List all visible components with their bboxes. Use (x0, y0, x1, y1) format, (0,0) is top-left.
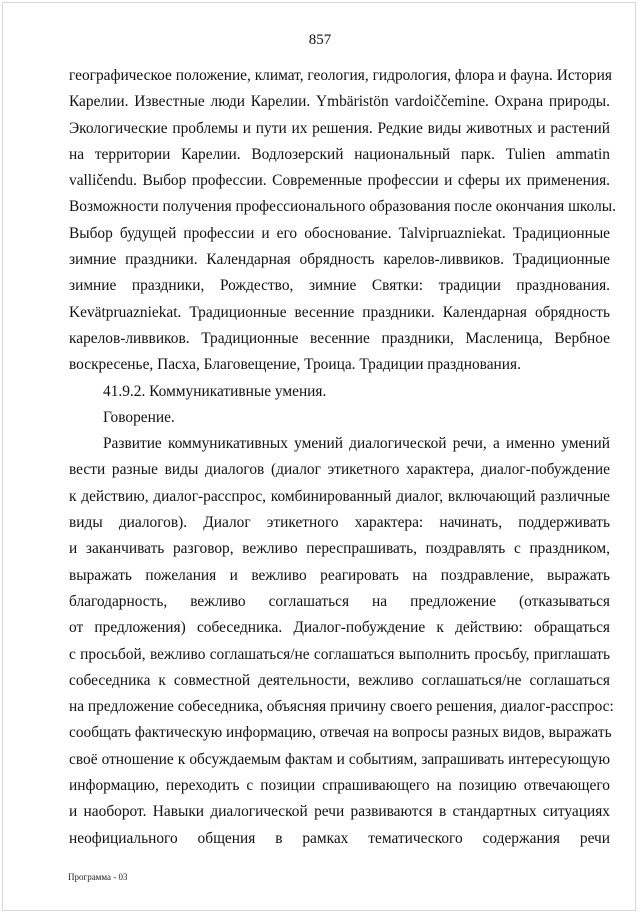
text-line: благодарность, вежливо соглашаться на предложение (отказываться (69, 592, 610, 610)
text-line: географическое положение, климат, геология, гидрология, флора и фауна. История (69, 67, 612, 84)
text-line: Возможности получения профессионального образования после окончания школы. (69, 198, 616, 216)
text-line: с просьбой, вежливо соглашаться/не соглашаться выполнить просьбу, приглашать (69, 645, 610, 663)
text-line: на предложение собеседника, объясняя причину своего решения, диалог-расспрос: (69, 698, 614, 716)
text-line: Карелии. Известные люди Карелии. Ymbäristön vardoiččemine. Охрана природы. (69, 93, 610, 111)
text-line: зимние праздники, Рождество, зимние Святки: традиции празднования. (69, 277, 610, 295)
text-line: выражать пожелания и вежливо реагировать на поздравление, выражать (69, 566, 610, 584)
text-line: от предложения) собеседника. Диалог-побуждение к действию: обращаться (69, 619, 610, 637)
text-line: Экологические проблемы и пути их решения. Редкие виды животных и растений (69, 119, 610, 137)
footer-label: Программа - 03 (68, 872, 128, 882)
text-line: сообщать фактическую информацию, отвечая на вопросы разных видов, выражать (69, 724, 612, 742)
text-line: воскресенье, Пасха, Благовещение, Троица. Традиции празднования. (69, 356, 521, 374)
text-line: Kevätpruazniekat. Традиционные весенние праздники. Календарная обрядность (69, 303, 610, 321)
text-line: Выбор будущей профессии и его обоснование. Talvipruazniekat. Традиционные (69, 224, 610, 242)
text-line: на территории Карелии. Водлозерский национальный парк. Tulien ammatin (69, 145, 610, 163)
text-line: зимние праздники. Календарная обрядность карелов-ливвиков. Традиционные (69, 251, 610, 269)
text-line: и заканчивать разговор, вежливо переспрашивать, поздравлять с праздником, (69, 540, 610, 558)
document-body (69, 63, 616, 852)
text-line: неофициального общения в рамках тематического содержания речи (69, 829, 610, 847)
page-number: 857 (308, 32, 332, 48)
text-line: valličendu. Выбор профессии. Современные профессии и сферы их применения. (69, 172, 610, 190)
text-line: и наоборот. Навыки диалогической речи развиваются в стандартных ситуациях (69, 803, 610, 821)
text-line: к действию, диалог-расспрос, комбинированный диалог, включающий различные (69, 487, 610, 505)
text-line: информацию, переходить с позиции спрашивающего на позицию отвечающего (69, 777, 610, 795)
text-line: своё отношение к обсуждаемым фактам и событиям, запрашивать интересующую (69, 750, 610, 768)
text-line: Говорение. (103, 408, 175, 426)
text-line: карелов-ливвиков. Традиционные весенние праздники, Масленица, Вербное (69, 329, 610, 347)
text-line: вести разные виды диалогов (диалог этикетного характера, диалог-побуждение (69, 461, 610, 479)
text-line: Развитие коммуникативных умений диалогической речи, а именно умений (103, 435, 610, 453)
text-line: 41.9.2. Коммуникативные умения. (103, 382, 327, 400)
text-line: виды диалогов). Диалог этикетного характера: начинать, поддерживать (69, 514, 610, 532)
text-line: собеседника к совместной деятельности, вежливо соглашаться/не соглашаться (69, 671, 610, 689)
